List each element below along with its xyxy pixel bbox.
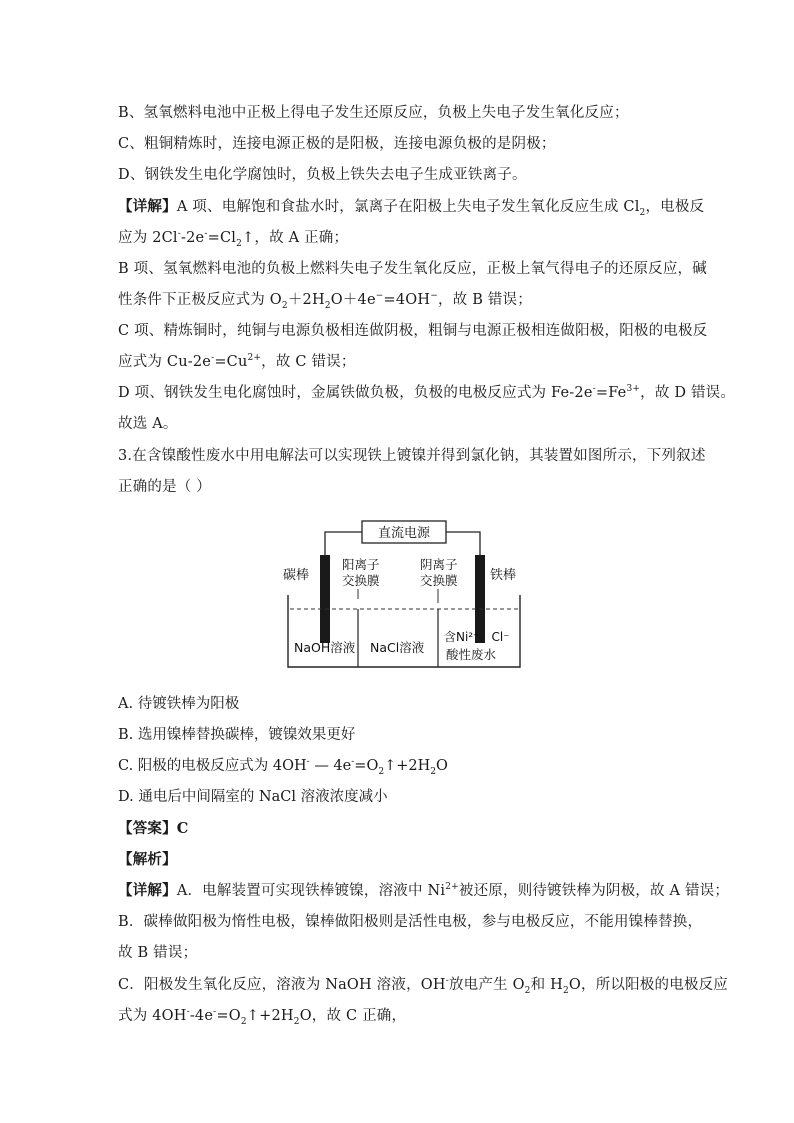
prev-analysis-b-line2: 性条件下正极反应式为 $O_2+2H_2O+4e^-=4OH^-$，故 B 错误； [118,291,532,311]
analysis-a: 【详解】A．电解装置可实现铁棒镀镍，溶液中 $Ni^{2+}$被还原，则待镀铁棒为阴极，故 A 错误； [118,882,730,899]
naoh-solution-label: NaOH溶液 [294,640,356,655]
nickel-wastewater-label-2: 酸性废水 [446,647,497,662]
analysis-c-line1: C．阳极发生氧化反应，溶液为 NaOH 溶液，OH-放电产生 $O_2$和 $H_2O$，所以阳极的电极反应 [118,976,728,996]
option-a: A. 待镀铁棒为阳极 [118,696,240,712]
option-b: B. 选用镍棒替换碳棒，镀镍效果更好 [118,727,356,743]
prev-analysis-d-line1: D 项、钢铁发生电化腐蚀时，金属铁做负极，负极的电极反应式为 $Fe-2e^-=Fe^{3+}$，故 D 错误。 [118,384,736,401]
prev-option-c: C、粗铜精炼时，连接电源正极的是阳极，连接电源负极的是阴极； [118,136,556,152]
prev-analysis-a-line1: 【详解】A 项、电解饱和食盐水时，氯离子在阳极上失电子发生氧化反应生成 $Cl_2$，电极反 [118,198,705,218]
answer: 【答案】C [118,820,189,837]
right-wire [446,532,480,557]
cation-membrane-label-1: 阳离子 [342,557,380,572]
anion-membrane-label-1: 阴离子 [420,557,458,572]
carbon-rod-label: 碳棒 [283,568,310,583]
analysis-b-line2: 故 B 错误； [118,945,198,961]
iron-rod-label: 铁棒 [490,568,517,583]
left-wire [325,532,362,557]
option-c: C. 阳极的电极反应式为 4OH- — $4e^-=O_2↑+2H_2O$ [118,757,448,777]
prev-analysis-b-line1: B 项、氢氧燃料电池的负极上燃料失电子发生氧化反应，正极上氧气得电子的还原反应，碱 [118,261,707,277]
analysis-b-line1: B．碳棒做阳极为惰性电极，镍棒做阳极则是活性电极，参与电极反应，不能用镍棒替换， [118,914,703,930]
question-line2: 正确的是（ ） [118,479,212,495]
power-supply-label: 直流电源 [377,526,431,541]
anion-membrane-label-2: 交换膜 [420,573,458,588]
option-d: D. 通电后中间隔室的 NaCl 溶液浓度减小 [118,789,388,805]
prev-analysis-a-line2: 应为 $2Cl^--2e^-=Cl_2↑$，故 A 正确； [118,229,349,249]
prev-analysis-c-line1: C 项、精炼铜时，纯铜与电源负极相连做阴极，粗铜与电源正极相连做阳极，阳极的电极反 [118,323,708,339]
nacl-solution-label: NaCl溶液 [370,640,425,655]
analysis-c-line2: 式为 $4OH^--4e^-=O_2↑+2H_2O$，故 C 正确， [118,1007,407,1027]
analysis-title: 【解析】 [118,851,177,868]
electrolysis-diagram [280,517,530,677]
prev-option-d: D、钢铁发生电化学腐蚀时，负极上铁失去电子生成亚铁离子。 [118,167,527,183]
cation-membrane-label-2: 交换膜 [342,573,380,588]
carbon-rod [320,555,330,643]
nickel-wastewater-label-1: 含Ni²⁺、Cl⁻ [444,630,510,644]
prev-option-b: B、氢氧燃料电池中正极上得电子发生还原反应，负极上失电子发生氧化反应； [118,105,629,121]
prev-analysis-c-line2: 应式为 $Cu-2e^-=Cu^{2+}$，故 C 错误； [118,353,356,370]
question-line1: 3.在含镍酸性废水中用电解法可以实现铁上镀镍并得到氯化钠，其装置如图所示，下列叙述 [118,448,706,464]
prev-analysis-conclusion: 故选 A。 [118,416,178,432]
